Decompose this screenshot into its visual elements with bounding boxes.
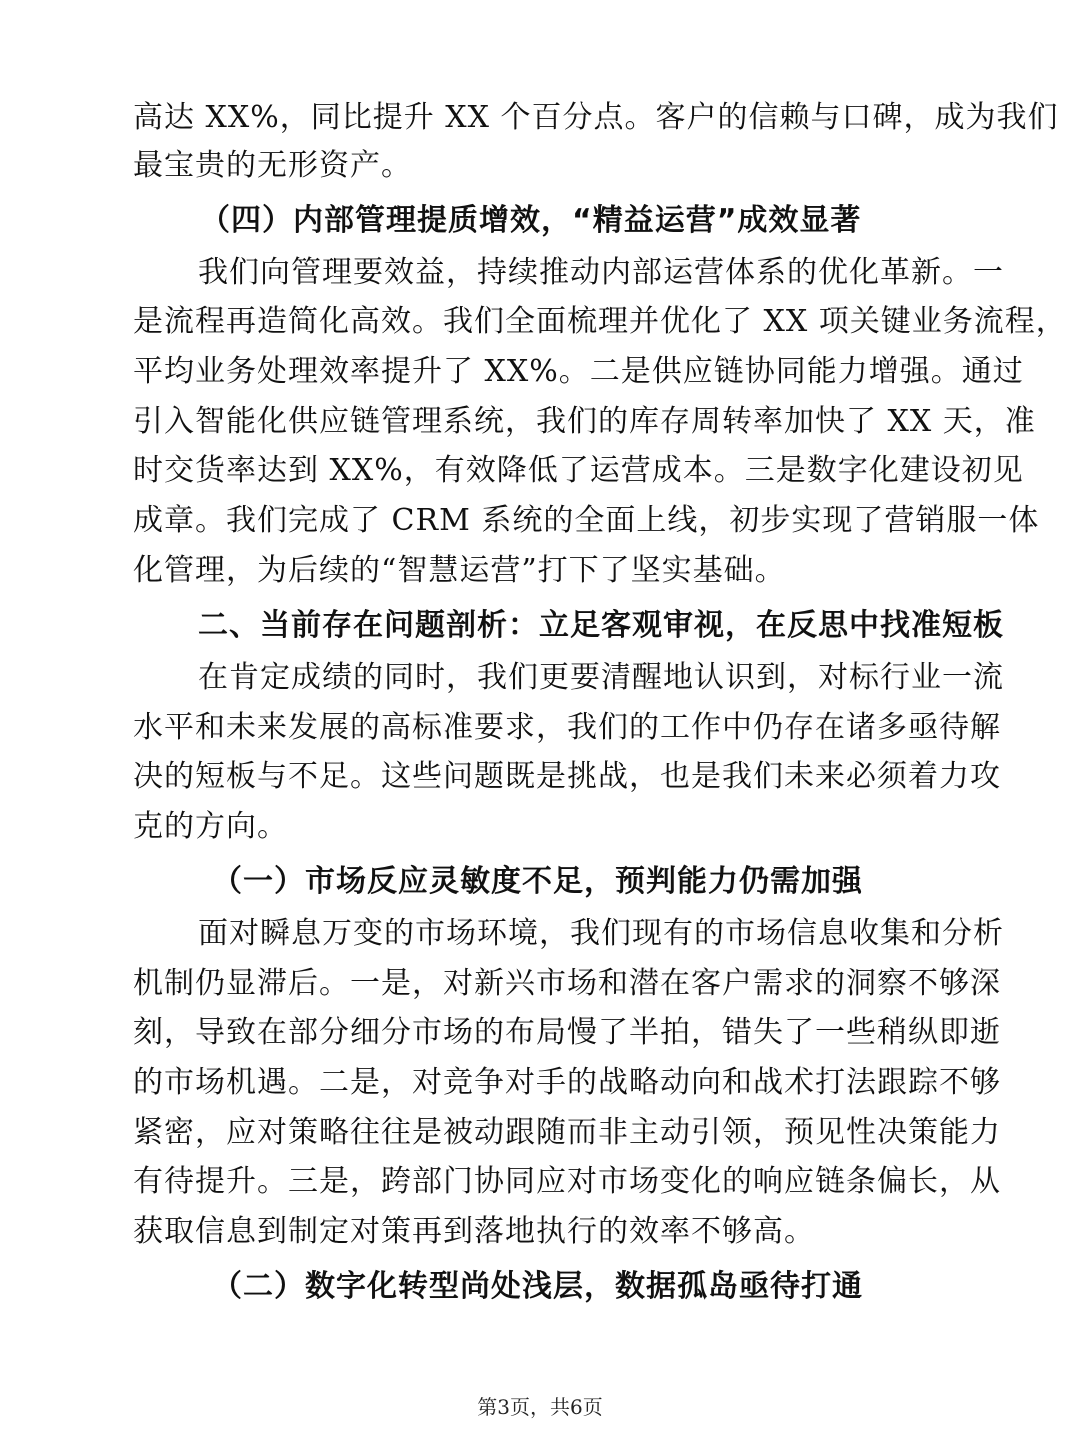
body-line: 高达 XX%，同比提升 XX 个百分点。客户的信赖与口碑，成为我们 <box>133 100 1059 135</box>
section-heading: （四）内部管理提质增效，“精益运营”成效显著 <box>200 203 862 238</box>
body-line: 水平和未来发展的高标准要求，我们的工作中仍存在诸多亟待解 <box>133 710 1001 745</box>
paragraph-first-line: 在肯定成绩的同时，我们更要清醒地认识到，对标行业一流 <box>198 660 1004 695</box>
body-line: 最宝贵的无形资产。 <box>133 148 412 183</box>
section-heading: （二）数字化转型尚处浅层，数据孤岛亟待打通 <box>212 1269 863 1304</box>
section-heading: （一）市场反应灵敏度不足，预判能力仍需加强 <box>212 864 863 899</box>
body-line: 获取信息到制定对策再到落地执行的效率不够高。 <box>133 1214 815 1249</box>
paragraph-first-line: 我们向管理要效益，持续推动内部运营体系的优化革新。一 <box>198 255 1004 290</box>
body-line: 刻，导致在部分细分市场的布局慢了半拍，错失了一些稍纵即逝 <box>133 1015 1001 1050</box>
body-line: 的市场机遇。二是，对竞争对手的战略动向和战术打法跟踪不够 <box>133 1065 1001 1100</box>
body-line: 是流程再造简化高效。我们全面梳理并优化了 XX 项关键业务流程， <box>133 304 1067 339</box>
body-line: 决的短板与不足。这些问题既是挑战，也是我们未来必须着力攻 <box>133 759 1001 794</box>
body-line: 化管理，为后续的“智慧运营”打下了坚实基础。 <box>133 553 786 588</box>
body-line: 引入智能化供应链管理系统，我们的库存周转率加快了 XX 天，准 <box>133 404 1036 439</box>
chapter-heading: 二、当前存在问题剖析：立足客观审视，在反思中找准短板 <box>198 608 1004 643</box>
body-line: 时交货率达到 XX%，有效降低了运营成本。三是数字化建设初见 <box>133 453 1024 488</box>
page-number-footer: 第3页，共6页 <box>477 1395 603 1419</box>
body-line: 成章。我们完成了 CRM 系统的全面上线，初步实现了营销服一体 <box>133 503 1040 538</box>
body-line: 紧密，应对策略往往是被动跟随而非主动引领，预见性决策能力 <box>133 1115 1001 1150</box>
paragraph-first-line: 面对瞬息万变的市场环境，我们现有的市场信息收集和分析 <box>198 916 1004 951</box>
body-line: 有待提升。三是，跨部门协同应对市场变化的响应链条偏长，从 <box>133 1164 1001 1199</box>
body-line: 机制仍显滞后。一是，对新兴市场和潜在客户需求的洞察不够深 <box>133 966 1001 1001</box>
body-line: 克的方向。 <box>133 809 288 844</box>
body-line: 平均业务处理效率提升了 XX%。二是供应链协同能力增强。通过 <box>133 354 1024 389</box>
